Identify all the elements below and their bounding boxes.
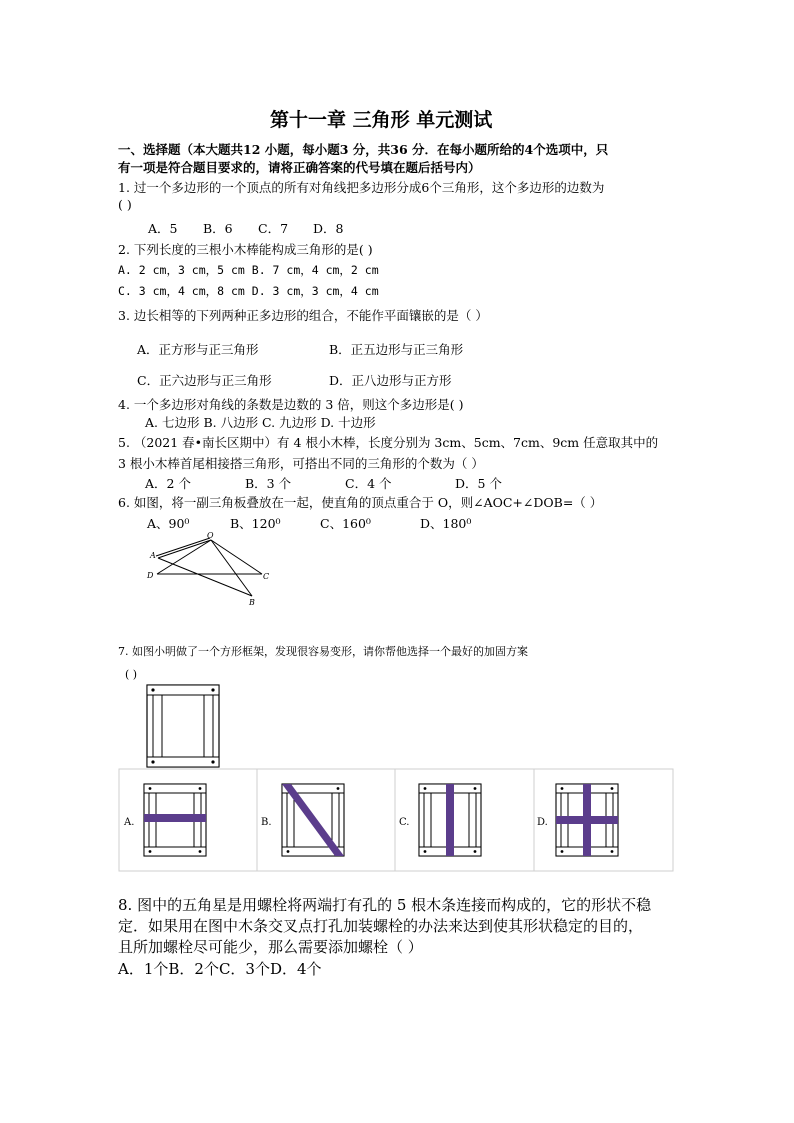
segment-edge-shadow: [156, 538, 210, 556]
q7-panel-b[interactable]: [261, 784, 344, 856]
q8-stem-line2: 定．如果用在图中木条交叉点打孔加装螺栓的办法来达到使其形状稳定的目的，: [118, 917, 644, 935]
segment-oa: [158, 540, 211, 558]
q5-option-d: D．5 个: [455, 476, 502, 491]
label-b: B: [249, 598, 255, 607]
q3-option-a: A．正方形与正三角形: [137, 342, 259, 357]
q7-panel-c-label: C.: [399, 817, 410, 828]
q6-option-d: D、180⁰: [420, 516, 472, 531]
q1-option-c: C．7: [258, 221, 289, 236]
q7-stem: 7. 如图小明做了一个方形框架，发现很容易变形，请你帮他选择一个最好的加固方案: [118, 645, 528, 658]
q7-panel-a-label: A.: [124, 817, 135, 828]
q5-option-a: A．2 个: [145, 476, 191, 491]
q7-option-panels: [118, 768, 674, 872]
q5-stem-line2: 3 根小木棒首尾相接搭三角形，可搭出不同的三角形的个数为（ ）: [118, 456, 484, 471]
q2-options-row2: C. 3 cm，4 cm，8 cm D. 3 cm，3 cm，4 cm: [118, 284, 379, 298]
q6-option-b: B、120⁰: [230, 516, 281, 531]
label-o: O: [207, 531, 214, 540]
label-a: A: [150, 551, 156, 560]
label-c: C: [263, 572, 270, 581]
q7-panel-d-label: D.: [537, 817, 548, 828]
q5-option-b: B．3 个: [245, 476, 292, 491]
q1-option-b: B．6: [203, 221, 233, 236]
section-heading-line2: 有一项是符合题目要求的，请将正确答案的代号填在题后括号内）: [118, 160, 481, 175]
q6-option-a: A、90⁰: [147, 516, 190, 531]
page-title: 第十一章 三角形 单元测试: [270, 109, 493, 131]
q7-panel-b-label: B.: [261, 817, 272, 828]
label-d: D: [147, 571, 154, 580]
q7-blank: ( ): [125, 668, 138, 681]
q3-option-d: D．正八边形与正方形: [329, 373, 452, 388]
q2-stem: 2. 下列长度的三根小木棒能构成三角形的是( ): [118, 242, 373, 257]
q8-options: A．1个B．2个C．3个D．4个: [118, 960, 322, 978]
q7-panel-a[interactable]: [123, 784, 206, 856]
segment-oc: [211, 540, 262, 574]
q1-option-d: D．8: [313, 221, 344, 236]
q2-options-row1: A. 2 cm，3 cm，5 cm B. 7 cm，4 cm，2 cm: [118, 263, 379, 277]
q7-base-frame: [145, 683, 221, 769]
q3-option-c: C．正六边形与正三角形: [137, 373, 272, 388]
q5-stem-line1: 5. （2021 春•南长区期中）有 4 根小木棒，长度分别为 3cm、5cm、7cm、9cm 任意取其中的: [118, 435, 659, 450]
q4-options: A. 七边形 B. 八边形 C. 九边形 D. 十边形: [145, 415, 376, 430]
q7-panel-d[interactable]: [537, 784, 618, 856]
q4-stem: 4. 一个多边形对角线的条数是边数的 3 倍，则这个多边形是( ): [118, 397, 464, 412]
q1-option-a: A．5: [148, 221, 178, 236]
q1-stem-line1: 1. 过一个多边形的一个顶点的所有对角线把多边形分成6个三角形，这个多边形的边数为: [118, 180, 605, 195]
q6-option-c: C、160⁰: [320, 516, 371, 531]
q8-stem-line3: 且所加螺栓尽可能少，那么需要添加螺栓（ ）: [118, 938, 423, 956]
q8-stem-line1: 8. 图中的五角星是用螺栓将两端打有孔的 5 根木条连接而构成的，它的形状不稳: [118, 896, 652, 914]
q1-stem-line2: ( ): [118, 197, 132, 212]
q6-triangle-figure: [140, 530, 280, 610]
q6-stem: 6. 如图，将一副三角板叠放在一起，使直角的顶点重合于 O，则∠AOC+∠DOB=（ ）: [118, 495, 603, 510]
q7-panel-c[interactable]: [399, 784, 481, 856]
q3-stem: 3. 边长相等的下列两种正多边形的组合，不能作平面镶嵌的是（ ）: [118, 308, 488, 323]
q5-option-c: C．4 个: [345, 476, 392, 491]
q3-option-b: B．正五边形与正三角形: [329, 342, 464, 357]
section-heading-line1: 一、选择题（本大题共12 小题，每小题3 分，共36 分．在每小题所给的4个选项中，只: [118, 142, 609, 157]
